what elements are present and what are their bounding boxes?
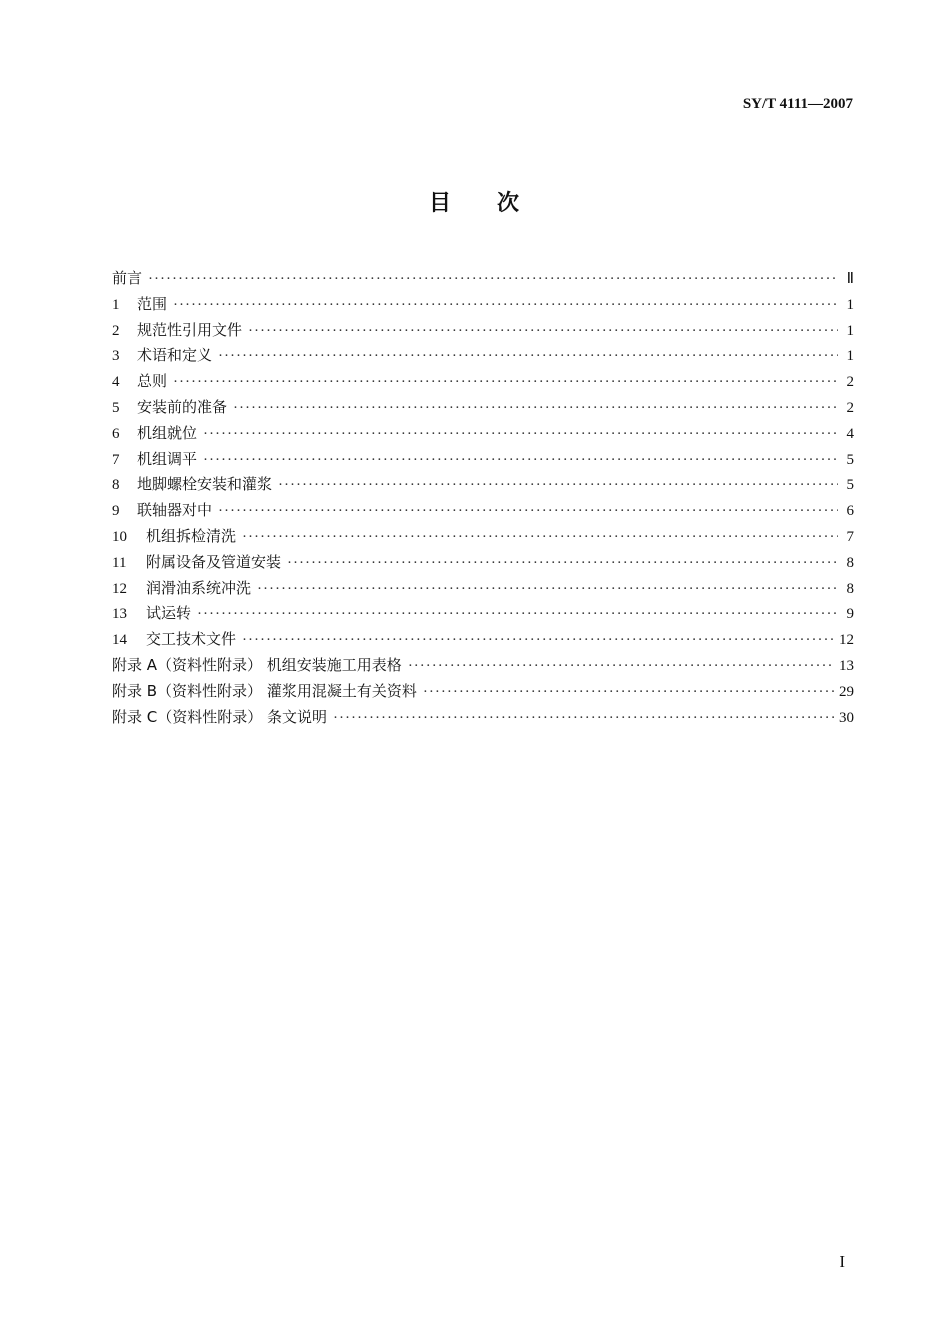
leader-dots [287,551,838,577]
toc-page: 4 [846,425,854,442]
toc-label: 安装前的准备 [137,397,228,416]
leader-dots [173,293,838,319]
leader-dots [218,344,838,370]
toc-entry-appendix-b[interactable] [112,679,854,705]
leader-dots [218,499,838,525]
leader-dots [173,370,838,396]
toc-label: 机组拆检清洗 [146,526,237,545]
toc-number: 10 [112,528,127,545]
toc-page: 2 [846,374,854,391]
toc-number: 12 [112,580,127,597]
toc-label: 地脚螺栓安装和灌浆 [137,475,273,494]
toc-page: 5 [846,477,854,494]
toc-label: 范围 [137,294,168,313]
toc-label: 规范性引用文件 [137,320,243,339]
toc-entry-7[interactable] [112,447,854,473]
toc-page: 2 [846,399,854,416]
leader-dots [242,628,835,654]
toc-number: 5 [112,399,120,416]
toc-label: 总则 [137,372,168,391]
toc-entry-9[interactable] [112,498,854,524]
toc-page: 1 [846,322,854,339]
toc-entry-appendix-a[interactable] [112,653,854,679]
toc-number: 8 [112,477,120,494]
toc-entry-6[interactable] [112,421,854,447]
toc-entry-appendix-c[interactable] [112,705,854,731]
toc-label: 附属设备及管道安装 [146,552,282,571]
toc-label: 润滑油系统冲洗 [146,578,252,597]
toc-page: 29 [839,683,854,700]
table-of-contents [112,266,854,730]
toc-number: 3 [112,348,120,365]
page-number: I [839,1252,845,1271]
toc-page: 13 [839,657,854,674]
toc-page: 6 [846,503,854,520]
toc-entry-12[interactable] [112,576,854,602]
toc-number: 7 [112,451,120,468]
toc-entry-13[interactable] [112,601,854,627]
toc-number: 9 [112,503,120,520]
leader-dots [423,680,835,706]
toc-page: 5 [846,451,854,468]
toc-entry-14[interactable] [112,627,854,653]
toc-label: 机组就位 [137,423,198,442]
toc-number: 2 [112,322,120,339]
toc-label: 附录 B（资料性附录） 灌浆用混凝土有关资料 [112,681,417,700]
leader-dots [278,473,838,499]
leader-dots [233,396,838,422]
toc-entry-foreword[interactable] [112,266,854,292]
toc-label: 机组调平 [137,449,198,468]
toc-entry-5[interactable] [112,395,854,421]
leader-dots [197,602,838,628]
toc-label: 试运转 [146,604,192,623]
toc-page: 1 [846,296,854,313]
toc-page: Ⅱ [846,271,854,287]
toc-entry-8[interactable] [112,472,854,498]
toc-page: 8 [846,580,854,597]
leader-dots [408,654,835,680]
toc-entry-2[interactable] [112,318,854,344]
toc-number: 4 [112,374,120,391]
toc-label: 附录 C（资料性附录） 条文说明 [112,707,328,726]
toc-number: 14 [112,632,127,649]
toc-page: 8 [846,554,854,571]
leader-dots [257,577,838,603]
toc-page: 30 [839,709,854,726]
toc-label: 前言 [112,269,143,287]
toc-label: 术语和定义 [137,346,213,365]
toc-page: 7 [846,528,854,545]
leader-dots [248,319,838,345]
toc-label: 交工技术文件 [146,630,237,649]
toc-number: 6 [112,425,120,442]
toc-label: 附录 A（资料性附录） 机组安装施工用表格 [112,655,402,674]
toc-label: 联轴器对中 [137,501,213,520]
page-title [0,186,950,217]
toc-entry-1[interactable] [112,292,854,318]
toc-entry-10[interactable] [112,524,854,550]
document-code: SY/T 4111—2007 [742,96,853,112]
toc-page: 9 [846,606,854,623]
leader-dots [242,525,838,551]
toc-entry-4[interactable] [112,369,854,395]
toc-number: 13 [112,606,127,623]
toc-number: 1 [112,296,120,313]
toc-entry-3[interactable] [112,343,854,369]
toc-page: 1 [846,348,854,365]
title-char-1: 目 [428,191,453,216]
leader-dots [148,267,838,293]
toc-number: 11 [112,554,127,571]
leader-dots [333,706,835,732]
leader-dots [203,448,838,474]
toc-entry-11[interactable] [112,550,854,576]
title-char-2: 次 [497,191,522,216]
toc-page: 12 [839,632,854,649]
leader-dots [203,422,838,448]
